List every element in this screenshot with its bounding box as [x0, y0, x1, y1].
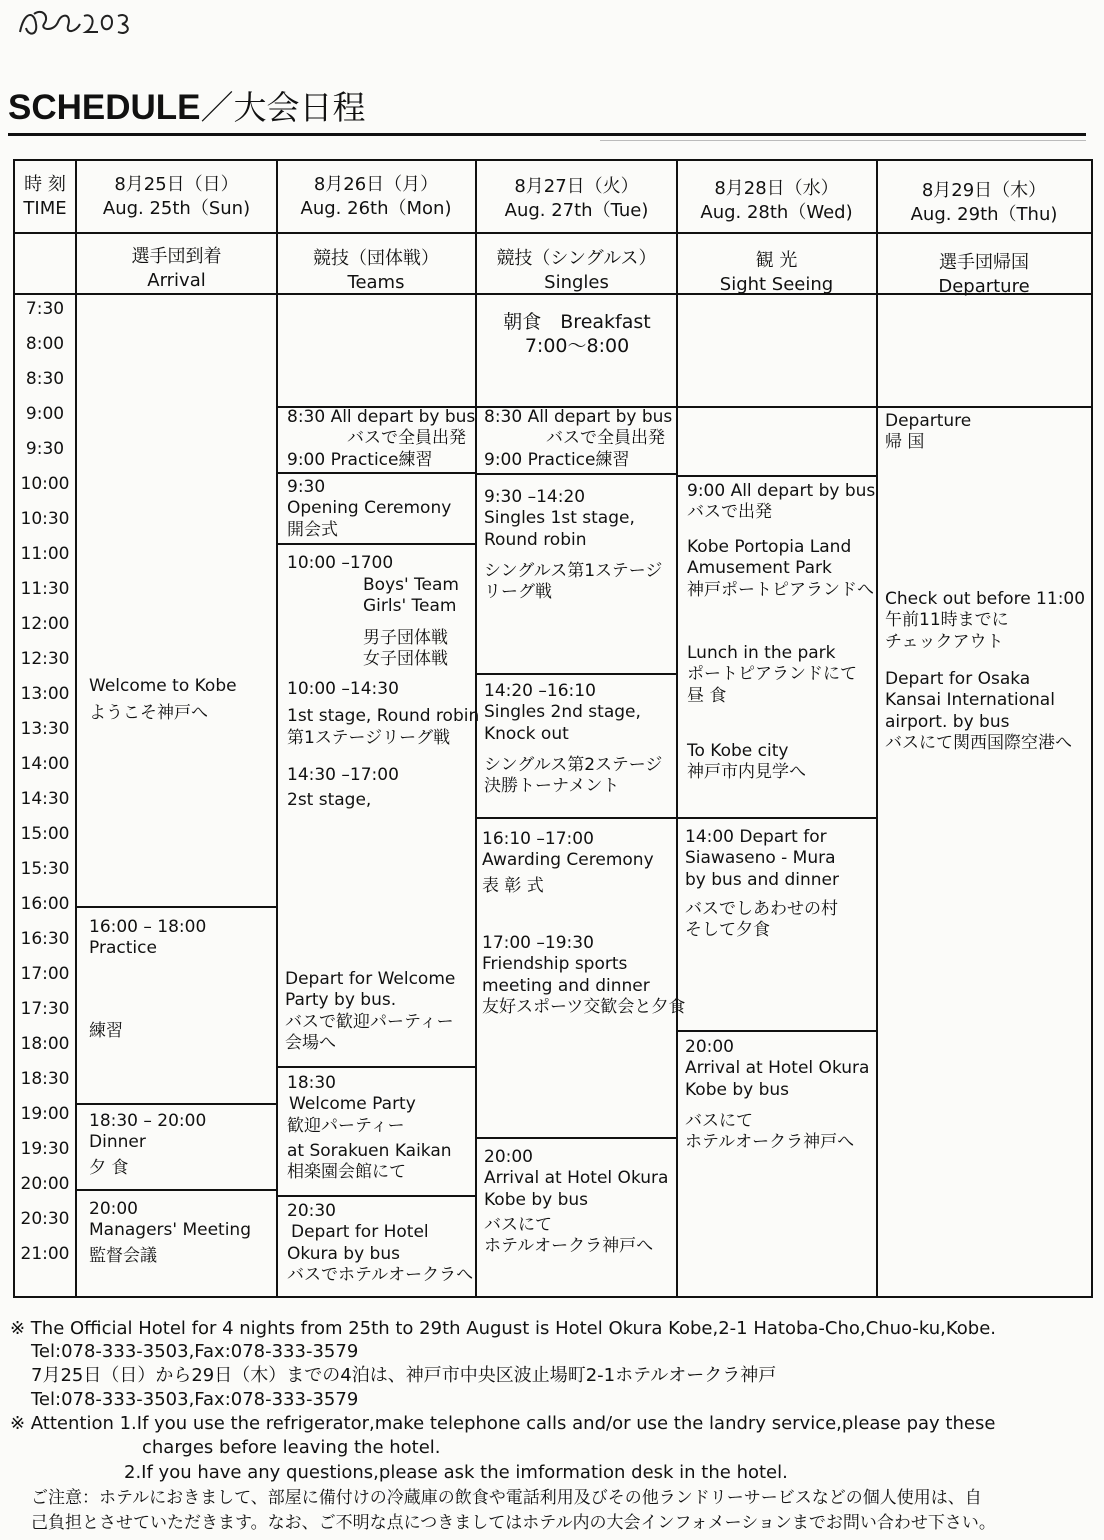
day-header-26: 8月26日（月） Aug. 26th（Mon)	[300, 174, 452, 220]
faint-rule	[600, 140, 1086, 141]
practice-ja: 練習	[89, 1021, 123, 1041]
time-label: 7:30	[25, 299, 65, 319]
time-label: 16:30	[20, 929, 70, 949]
day-header-29: 8月29日（木） Aug. 29th（Thu)	[910, 180, 1058, 226]
col-line	[75, 161, 77, 1296]
teams-time: 10:00 –1700	[287, 553, 394, 573]
day-header-25: 8月25日（日） Aug. 25th（Sun)	[102, 174, 251, 220]
event-header-27: 競技（シングルス） Singles	[496, 248, 657, 294]
cell-line	[277, 472, 475, 474]
note-tel-ja: Tel:078-333-3503,Fax:078-333-3579	[31, 1389, 359, 1410]
time-label: 8:30	[25, 369, 65, 389]
city-block: To Kobe city 神戸市内見学へ	[687, 741, 806, 783]
cell-line	[77, 1103, 276, 1105]
managers-block: 20:00 Managers' Meeting 監督会議	[89, 1199, 251, 1266]
time-label: 20:00	[20, 1174, 70, 1194]
time-label: 19:00	[20, 1104, 70, 1124]
cell-line	[77, 906, 276, 908]
welcome-block: Welcome to Kobe ようこそ神戸へ	[89, 676, 237, 724]
cell-line	[277, 543, 475, 545]
time-label: 9:00	[25, 404, 65, 424]
opening-block: 9:30 Opening Ceremony 開会式	[287, 477, 452, 540]
event-header-28: 観 光 Sight Seeing	[719, 250, 834, 296]
time-label: 10:30	[20, 509, 70, 529]
dinner-block: 18:30 – 20:00 Dinner 夕 食	[89, 1111, 207, 1178]
page-title	[8, 82, 366, 129]
cell-line	[677, 1030, 876, 1032]
event-header-26: 競技（団体戦） Teams	[313, 248, 439, 294]
cell-line	[477, 673, 676, 675]
time-label: 8:00	[25, 334, 65, 354]
event-header-25: 選手団到着 Arrival	[131, 246, 222, 292]
time-label: 15:30	[20, 859, 70, 879]
event-header-29: 選手団帰国 Departure	[938, 252, 1030, 298]
note-caution-ja-2: 己負担とさせていただきます。なお、ご不明な点につきましてはホテル内の大会インフォメーションまでお問い合わせ下さい。	[31, 1513, 996, 1533]
day-header-27: 8月27日（火） Aug. 27th（Tue)	[504, 176, 649, 222]
second-stage-block: 14:30 –17:00 2st stage,	[287, 765, 399, 811]
d28-depart-block: 9:00 All depart by bus バスで出発	[687, 481, 876, 523]
singles2-block: 14:20 –16:10 Singles 2nd stage, Knock out シングルス第2ステージ 決勝トーナメント	[484, 681, 663, 796]
teams-block: Boys' Team Girls' Team 男子団体戦 女子団体戦	[363, 575, 459, 669]
note-tel: Tel:078-333-3503,Fax:078-333-3579	[31, 1341, 359, 1362]
time-label: 18:00	[20, 1034, 70, 1054]
handwritten-note	[14, 2, 134, 42]
title-separator: ／	[200, 88, 234, 127]
practice-block: 16:00 – 18:00 Practice	[89, 917, 207, 959]
welcome-party-block: 18:30 Welcome Party 歓迎パーティー at Sorakuen Kaikan 相楽園会館にて	[287, 1073, 452, 1182]
time-label: 13:00	[20, 684, 70, 704]
cell-line	[277, 1195, 475, 1197]
note-hotel-ja: 7月25日（日）から29日（木）までの4泊は、神戸市中央区波止場町2-1ホテルオークラ神戸	[31, 1365, 777, 1386]
cell-line	[477, 1137, 676, 1139]
note-caution-ja-1: ご注意：ホテルにおきまして、部屋に備付けの冷蔵庫の飲食や電話利用及びその他ランドリーサービスなどの個人使用は、自	[31, 1488, 982, 1508]
time-header: 時 刻 TIME	[23, 174, 67, 220]
time-label: 11:30	[20, 579, 70, 599]
note-attention-1: ※ Attention 1.If you use the refrigerator,make telephone calls and/or use the landry service,please pay these	[10, 1413, 996, 1434]
header-line	[15, 232, 1091, 234]
time-label: 17:30	[20, 999, 70, 1019]
lunch-block: Lunch in the park ポートピアランドにて 昼 食	[687, 643, 857, 706]
time-label: 18:30	[20, 1069, 70, 1089]
time-label: 15:00	[20, 824, 70, 844]
cell-line	[477, 473, 676, 475]
cell-line	[477, 817, 676, 819]
time-label: 9:30	[25, 439, 65, 459]
time-label: 16:00	[20, 894, 70, 914]
time-label: 21:00	[20, 1244, 70, 1264]
d26-depart-block: 8:30 All depart by bus バスで全員出発 9:00 Practice練習	[287, 407, 476, 470]
schedule-table	[13, 159, 1093, 1298]
singles1-block: 9:30 –14:20 Singles 1st stage, Round robin シングルス第1ステージ リーグ戦	[484, 487, 663, 602]
departure-block: Departure 帰 国	[885, 411, 972, 453]
time-label: 20:30	[20, 1209, 70, 1229]
time-label: 12:00	[20, 614, 70, 634]
welcome-party-depart-block: Depart for Welcome Party by bus. バスで歓迎パーティー 会場へ	[285, 969, 456, 1053]
time-label: 17:00	[20, 964, 70, 984]
d27-depart-block: 8:30 All depart by bus バスで全員出発 9:00 Practice練習	[484, 407, 673, 470]
time-label: 19:30	[20, 1139, 70, 1159]
cell-line	[77, 1189, 276, 1191]
breakfast-block: 朝食 Breakfast 7:00〜8:00	[503, 311, 651, 357]
title-ja: 大会日程	[233, 88, 366, 127]
portopia-block: Kobe Portopia Land Amusement Park 神戸ポートピアランドへ	[687, 537, 874, 600]
d27-hotel-block: 20:00 Arrival at Hotel Okura Kobe by bus バスにて ホテルオークラ神戸へ	[484, 1147, 669, 1256]
siawaseno-block: 14:00 Depart for Siawaseno - Mura by bus and dinner バスでしあわせの村 そして夕食	[685, 827, 839, 940]
d28-hotel-block: 20:00 Arrival at Hotel Okura Kobe by bus バスにて ホテルオークラ神戸へ	[685, 1037, 870, 1152]
time-label: 14:00	[20, 754, 70, 774]
friendship-block: 17:00 –19:30 Friendship sports meeting and dinner 友好スポーツ交歓会と夕食	[482, 933, 686, 1017]
time-label: 11:00	[20, 544, 70, 564]
time-label: 10:00	[20, 474, 70, 494]
note-hotel: ※ The Official Hotel for 4 nights from 25th to 29th August is Hotel Okura Kobe,2-1 Hatoba-Cho,Chuo-ku,Kobe.	[10, 1318, 997, 1339]
note-attention-2: 2.If you have any questions,please ask the imformation desk in the hotel.	[124, 1462, 788, 1483]
osaka-block: Depart for Osaka Kansai International airport. by bus バスにて関西国際空港へ	[885, 669, 1072, 753]
day-header-28: 8月28日（水） Aug. 28th（Wed)	[700, 178, 853, 224]
time-label: 14:30	[20, 789, 70, 809]
cell-line	[677, 475, 876, 477]
time-label: 13:30	[20, 719, 70, 739]
cell-line	[677, 817, 876, 819]
title-rule	[8, 133, 1086, 136]
note-attention-1b: charges before leaving the hotel.	[142, 1437, 441, 1458]
title-en: SCHEDULE	[8, 88, 201, 127]
round-block: 10:00 –14:30 1st stage, Round robin 第1ステージリーグ戦	[287, 679, 480, 748]
checkout-block: Check out before 11:00 午前11時までに チェックアウト	[885, 589, 1086, 652]
time-label: 12:30	[20, 649, 70, 669]
awarding-block: 16:10 –17:00 Awarding Ceremony 表 彰 式	[482, 829, 654, 896]
cell-line	[277, 1066, 475, 1068]
d26-hotel-block: 20:30 Depart for Hotel Okura by bus バスでホテルオークラへ	[287, 1201, 474, 1285]
